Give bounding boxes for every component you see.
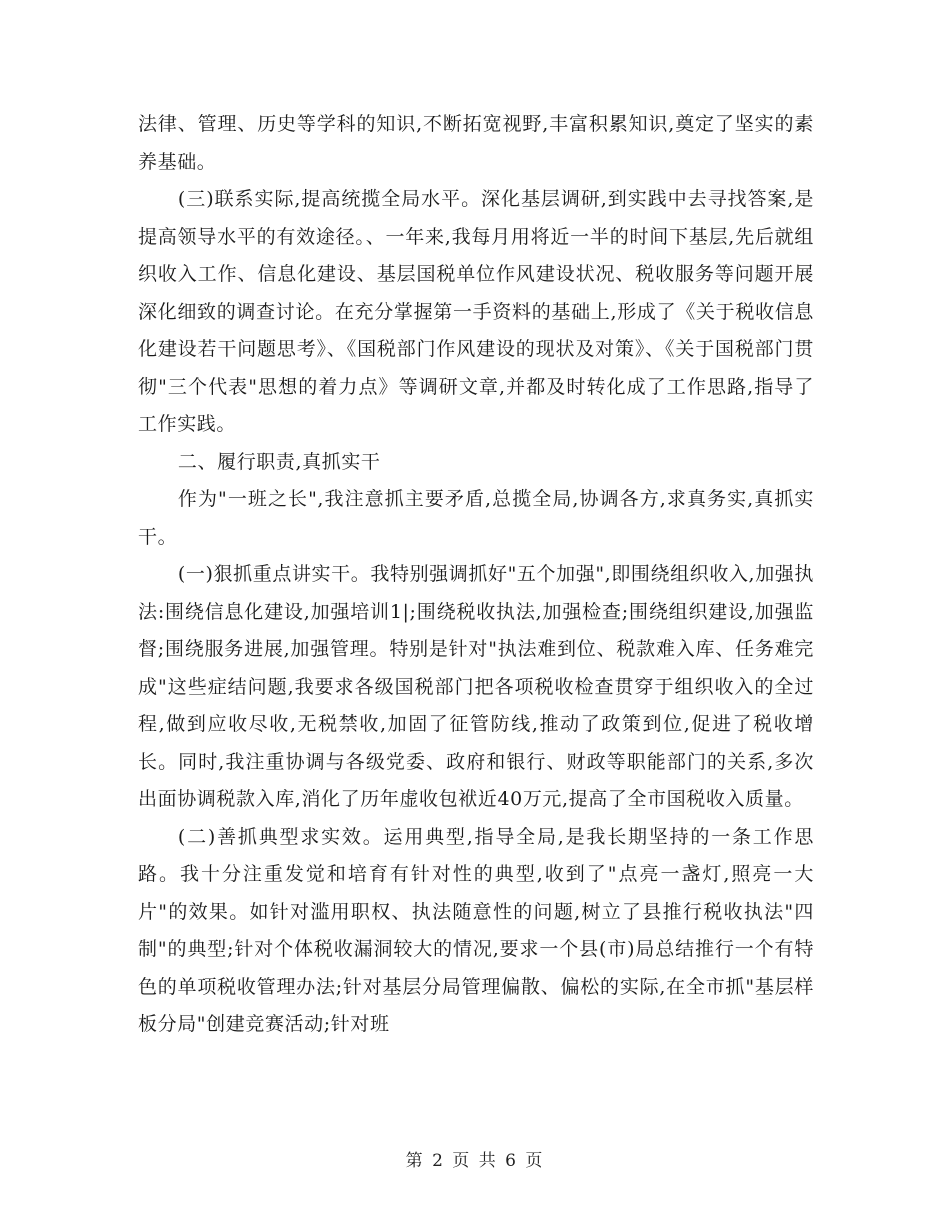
paragraph-typical-cases: (二)善抓典型求实效。运用典型,指导全局,是我长期坚持的一条工作思路。我十分注重发觉和培育有针对性的典型,收到了"点亮一盏灯,照亮一大片"的效果。如针对滥用职权、执法随意性的问题,树立了县推行税收执法"四制"的典型;针对个体税收漏洞较大的情况,要求一个县(市)局总结推行一个有特色的单项税收管理办法;针对基层分局管理偏散、偏松的实际,在全市抓"基层样板分局"创建竞赛活动;针对班 (138, 825, 814, 1035)
document-body (138, 106, 814, 1044)
paragraph-key-points: (一)狠抓重点讲实干。我特别强调抓好"五个加强",即围绕组织收入,加强执法:围绕信息化建设,加强培训1|;围绕税收执法,加强检查;围绕组织建设,加强监督;围绕服务进展,加强管理。特别是针对"执法难到位、税款难入库、任务难完成"这些症结问题,我要求各级国税部门把各项税收检查贯穿于组织收入的全过程,做到应收尽收,无税禁收,加固了征管防线,推动了政策到位,促进了税收增长。同时,我注重协调与各级党委、政府和银行、财政等职能部门的关系,多次出面协调税款入库,消化了历年虚收包袱近40万元,提高了全市国税收入质量。 (138, 563, 814, 810)
page-number-footer: 第 2 页 共 6 页 (405, 1151, 545, 1171)
section-heading: 二、履行职责,真抓实干 (177, 450, 381, 473)
paragraph-research: (三)联系实际,提高统揽全局水平。深化基层调研,到实践中去寻找答案,是提高领导水平的有效途径。、一年来,我每月用将近一半的时间下基层,先后就组织收入工作、信息化建设、基层国税单位作风建设状况、税收服务等问题开展深化细致的调查讨论。在充分掌握第一手资料的基础上,形成了《关于税收信息化建设若干问题思考》、《国税部门作风建设的现状及对策》、《关于国税部门贯彻"三个代表"思想的着力点》等调研文章,并都及时转化成了工作思路,指导了工作实践。 (138, 188, 814, 435)
paragraph-leadership: 作为"一班之长",我注意抓主要矛盾,总揽全局,协调各方,求真务实,真抓实干。 (138, 488, 814, 548)
paragraph-continuation: 法律、管理、历史等学科的知识,不断拓宽视野,丰富积累知识,奠定了坚实的素养基础。 (138, 113, 814, 173)
